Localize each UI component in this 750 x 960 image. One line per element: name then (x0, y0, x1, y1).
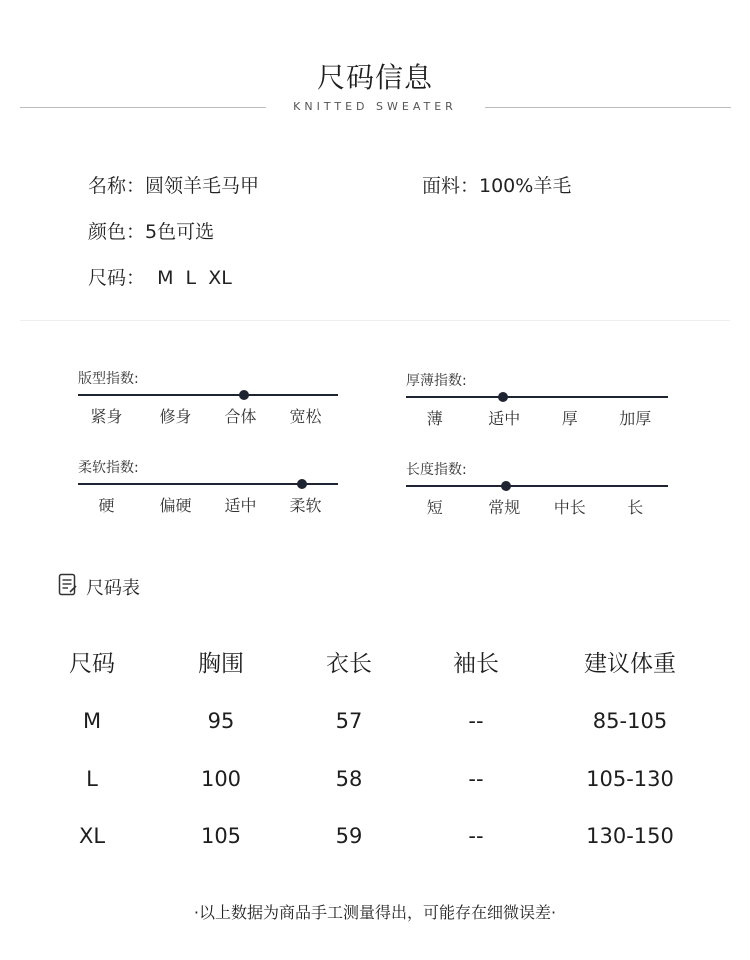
index-scale-line (78, 394, 338, 396)
index-scale-line (406, 485, 668, 487)
page-title: 尺码信息 (316, 61, 433, 94)
product-color: 颜色：5色可选 (88, 221, 215, 243)
index-option: 常规 (488, 498, 521, 517)
table-cell: 130-150 (586, 824, 674, 848)
product-fabric: 面料：100%羊毛 (422, 175, 572, 197)
page-subtitle: KNITTED SWEATER (293, 100, 457, 113)
table-header-cell: 衣长 (326, 651, 372, 677)
index-option: 紧身 (90, 407, 123, 426)
index-label: 长度指数: (406, 462, 467, 478)
table-cell: M (82, 709, 102, 733)
index-option: 短 (426, 498, 443, 517)
table-cell: 59 (335, 824, 363, 848)
index-label: 柔软指数: (78, 460, 139, 476)
index-label: 厚薄指数: (406, 373, 467, 389)
index-option: 中长 (553, 498, 586, 517)
table-cell: -- (468, 767, 484, 791)
index-option: 硬 (98, 496, 115, 515)
index-option: 合体 (224, 407, 257, 426)
table-cell: L (86, 767, 98, 791)
title-rule-left (20, 107, 266, 108)
index-level-marker (239, 390, 249, 400)
title-rule-right (485, 107, 731, 108)
size-chart-title: 尺码表 (86, 578, 140, 599)
table-cell: 105-130 (586, 767, 674, 791)
index-option: 偏硬 (159, 496, 192, 515)
index-option: 适中 (224, 496, 257, 515)
table-cell: 100 (200, 767, 242, 791)
index-label: 版型指数: (78, 371, 139, 387)
table-cell: -- (468, 824, 484, 848)
measurement-note: ·以上数据为商品手工测量得出，可能存在细微误差· (193, 903, 557, 922)
index-option: 修身 (159, 407, 192, 426)
table-cell: 105 (200, 824, 242, 848)
table-header-cell: 胸围 (198, 651, 244, 677)
section-divider (20, 320, 730, 321)
index-option: 适中 (488, 409, 521, 428)
product-name: 名称：圆领羊毛马甲 (88, 175, 260, 197)
table-cell: 95 (207, 709, 235, 733)
index-level-marker (297, 479, 307, 489)
table-cell: -- (468, 709, 484, 733)
index-option: 厚 (561, 409, 578, 428)
table-cell: 57 (335, 709, 363, 733)
table-header-cell: 尺码 (69, 651, 115, 677)
index-level-marker (498, 392, 508, 402)
index-option: 宽松 (289, 407, 322, 426)
index-option: 柔软 (289, 496, 322, 515)
table-cell: XL (78, 824, 106, 848)
table-header-cell: 袖长 (453, 651, 499, 677)
table-header-cell: 建议体重 (584, 651, 676, 677)
product-size: 尺码： M L XL (88, 267, 232, 289)
index-option: 长 (627, 498, 644, 517)
index-level-marker (501, 481, 511, 491)
index-scale-line (406, 396, 668, 398)
index-option: 薄 (426, 409, 443, 428)
table-cell: 58 (335, 767, 363, 791)
table-cell: 85-105 (592, 709, 668, 733)
document-list-icon (58, 573, 78, 597)
index-option: 加厚 (619, 409, 652, 428)
